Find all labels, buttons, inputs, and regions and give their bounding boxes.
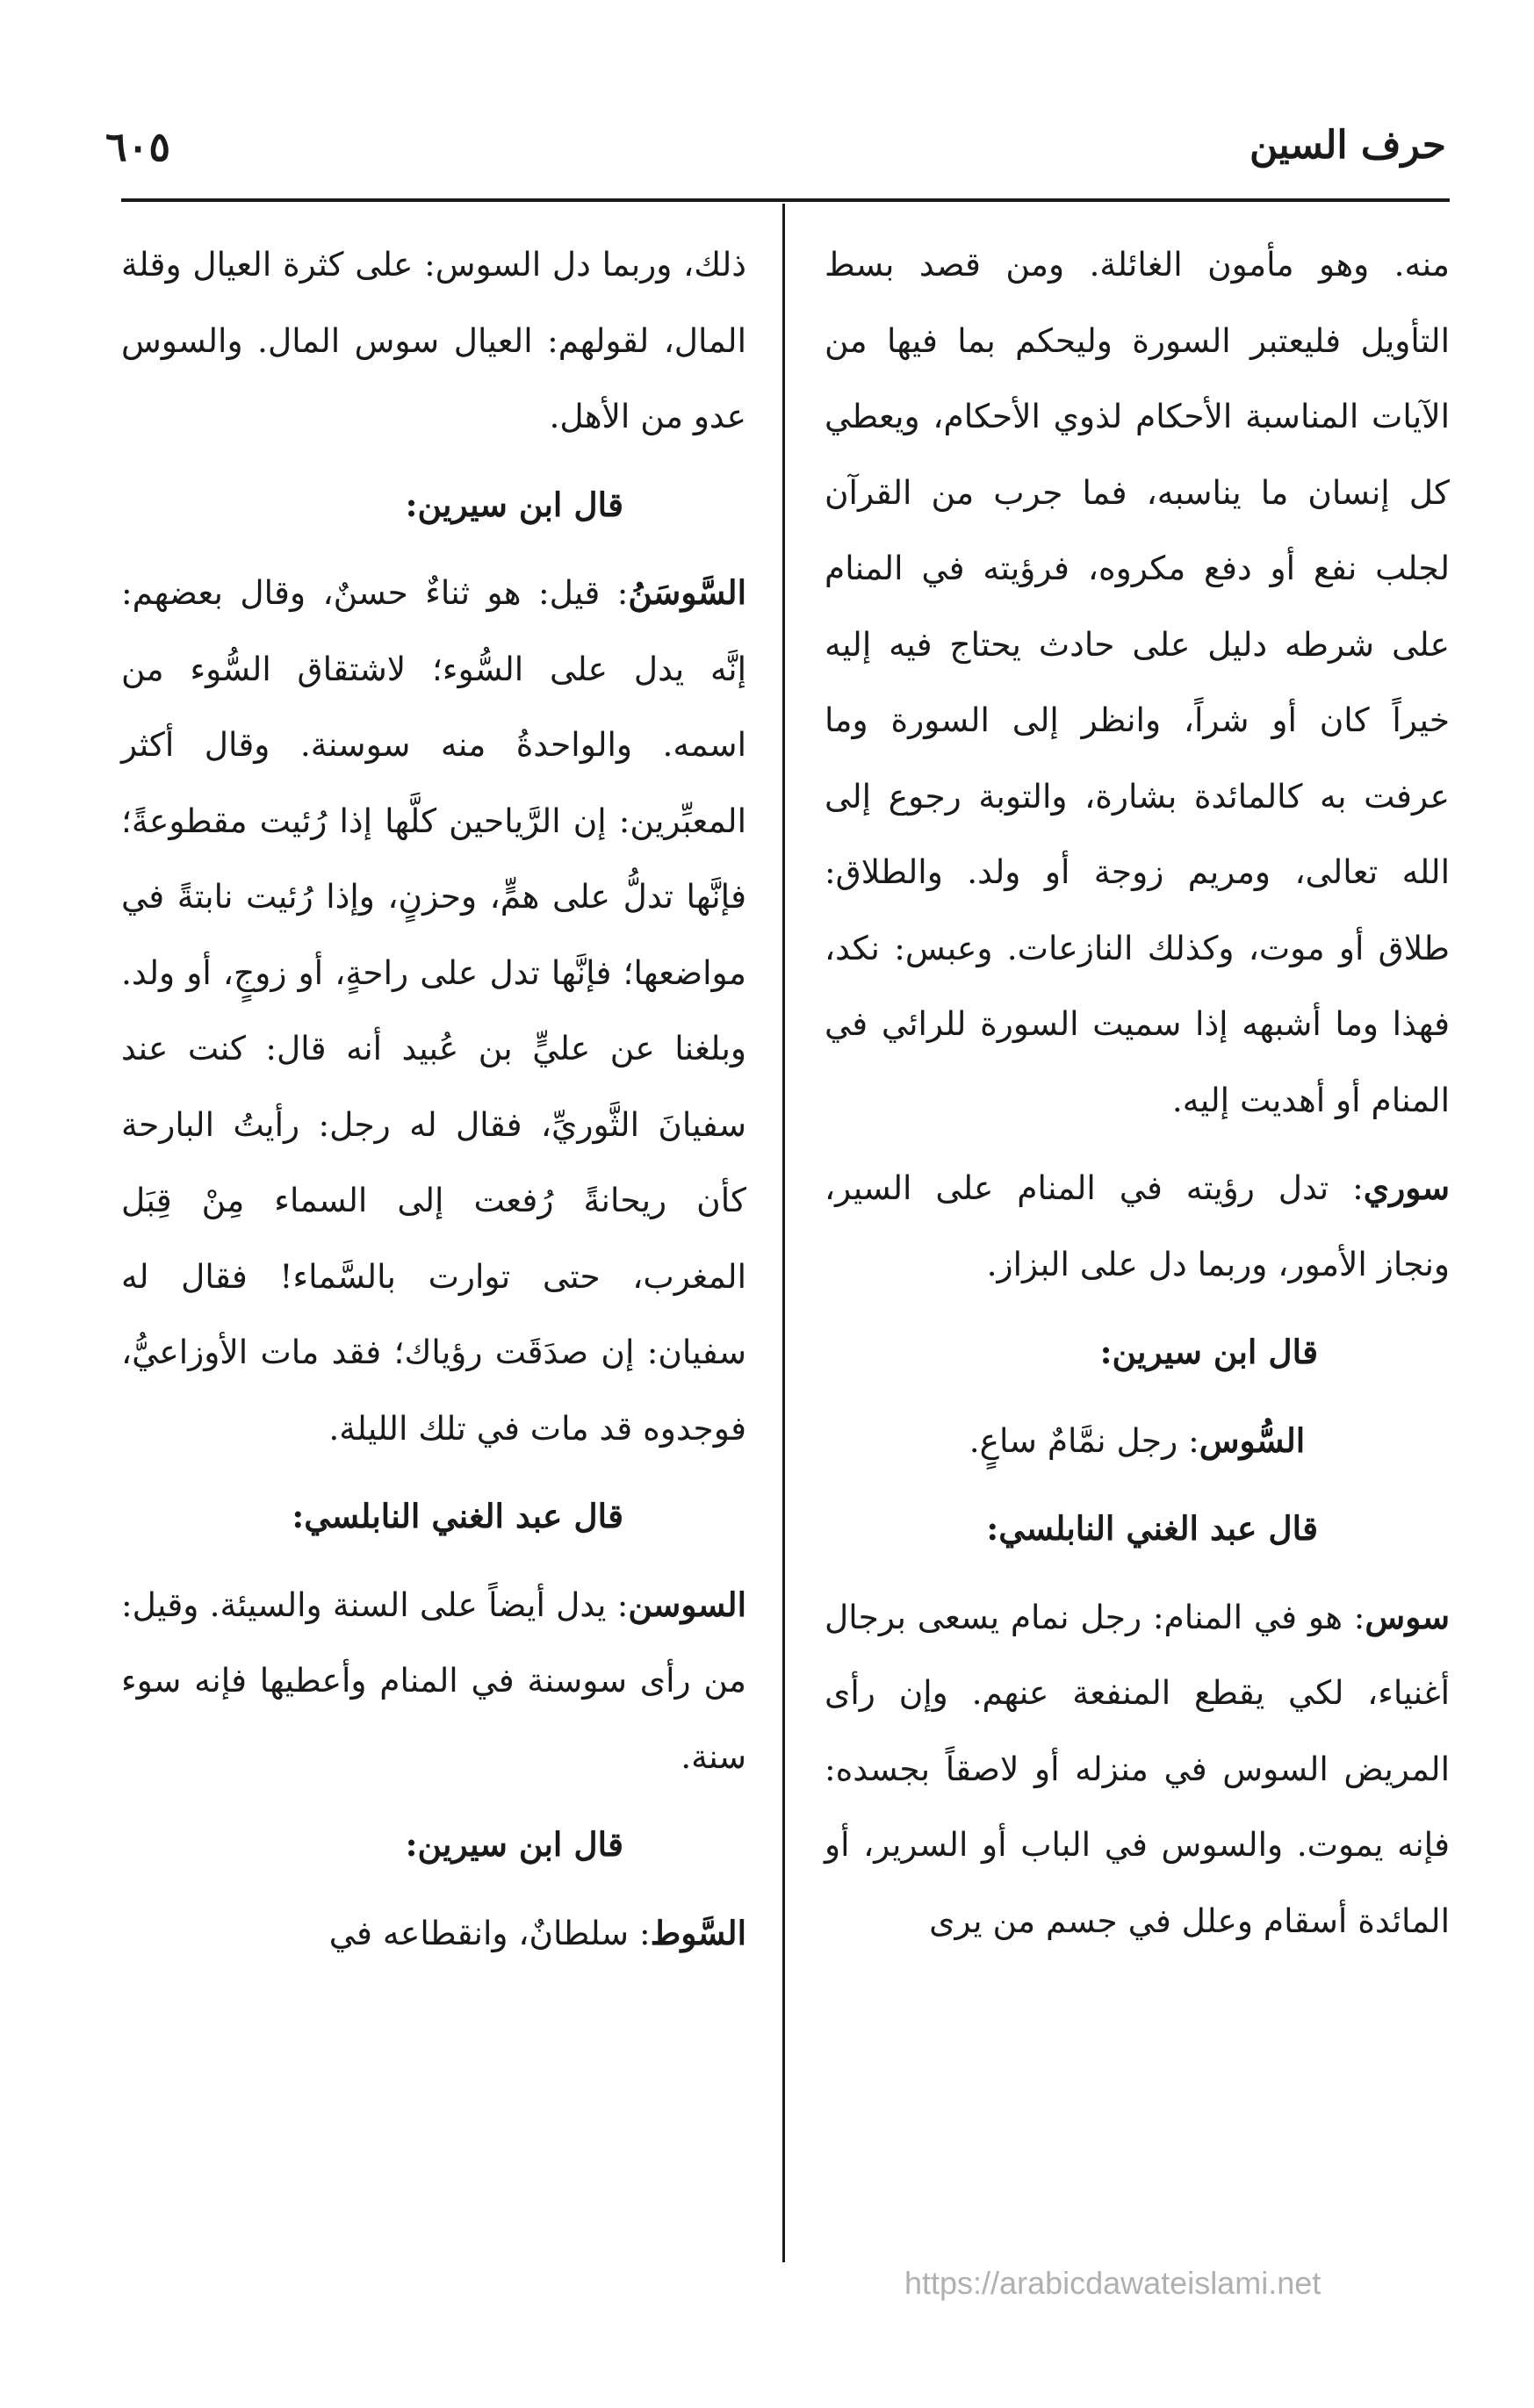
entry-term: السُّوس xyxy=(1199,1420,1306,1460)
left-column xyxy=(121,226,746,1983)
paragraph: ذلك، وربما دل السوس: على كثرة العيال وقلة المال، لقولهم: العيال سوس المال. والسوس عدو من الأهل. xyxy=(121,245,746,435)
right-column xyxy=(825,226,1450,1971)
entry-term: السوسن xyxy=(628,1585,746,1624)
entry-sus-nabulsi xyxy=(825,1579,1450,1959)
entry-text: : تدل رؤيته في المنام على السير، ونجاز الأمور، وربما دل على البزاز. xyxy=(825,1168,1450,1283)
watermark-url: https://arabicdawateislami.net xyxy=(904,2265,1322,2301)
section-heading: قال عبد الغني النابلسي: xyxy=(986,1509,1318,1548)
entry-text: : سلطانٌ، وانقطاعه في xyxy=(328,1913,651,1952)
entry-term: سوري xyxy=(1363,1168,1450,1207)
entry-sawsan xyxy=(121,555,746,1466)
entry-suri xyxy=(825,1150,1450,1302)
section-heading: قال ابن سيرين: xyxy=(405,485,623,524)
running-header-title: حرف السين xyxy=(1249,123,1446,168)
entry-term: السَّوسَنُ xyxy=(628,573,746,612)
section-heading: قال عبد الغني النابلسي: xyxy=(292,1497,623,1535)
entry-sawt xyxy=(121,1895,746,1972)
entry-text: : قيل: هو ثناءٌ حسنٌ، وقال بعضهم: إنَّه يدل على السُّوء؛ لاشتقاق السُّوء من اسمه. والواحدةُ منه سوسنة. وقال أكثر المعبِّرين: إن الرَّياحين كلَّها إذا رُئيت مقطوعةً؛ فإنَّها تدلُّ على همٍّ، وحزنٍ، وإذا رُئيت نابتةً في مواضعها؛ فإنَّها تدل على راحةٍ، أو زوجٍ، أو ولد. وبلغنا عن عليٍّ بن عُبيد أنه قال: كنت عند سفيانَ الثَّوريِّ، فقال له رجل: رأيتُ البارحة كأن ريحانةً رُفعت إلى السماء مِنْ قِبَل المغرب، حتى توارت بالسَّماء! فقال له سفيان: إن صدَقَت رؤياك؛ فقد مات الأوزاعيُّ، فوجدوه قد مات في تلك الليلة. xyxy=(121,573,746,1448)
column-divider xyxy=(782,204,785,2262)
entry-sawsan-nabulsi xyxy=(121,1567,746,1795)
entry-sus xyxy=(825,1403,1450,1479)
section-heading: قال ابن سيرين: xyxy=(405,1825,623,1864)
entry-text: : هو في المنام: رجل نمام يسعى برجال أغنياء، لكي يقطع المنفعة عنهم. وإن رأى المريض السوس في منزله أو لاصقاً بجسده: فإنه يموت. والسوس في الباب أو السرير، أو المائدة أسقام وعلل في جسم من يرى xyxy=(825,1597,1450,1940)
page-number: ٦٠٥ xyxy=(105,123,171,170)
paragraph: منه. وهو مأمون الغائلة. ومن قصد بسط التأويل فليعتبر السورة وليحكم بما فيها من الآيات المناسبة الأحكام لذوي الأحكام، ويعطي كل إنسان ما يناسبه، فما جرب من القرآن لجلب نفع أو دفع مكروه، فرؤيته في المنام على شرطه دليل على حادث يحتاج فيه إليه خيراً كان أو شراً، وانظر إلى السورة وما عرفت به كالمائدة بشارة، والتوبة رجوع إلى الله تعالى، ومريم زوجة أو ولد. والطلاق: طلاق أو موت، وكذلك النازعات. وعبس: نكد، فهذا وما أشبهه إذا سميت السورة للرائي في المنام أو أهديت إليه. xyxy=(825,245,1450,1119)
entry-text: : رجل نمَّامٌ ساعٍ. xyxy=(969,1420,1199,1460)
header-divider xyxy=(121,198,1450,202)
entry-term: السَّوط xyxy=(650,1913,746,1952)
entry-text: : يدل أيضاً على السنة والسيئة. وقيل: من رأى سوسنة في المنام وأعطيها فإنه سوء سنة. xyxy=(121,1585,746,1776)
entry-term: سوس xyxy=(1365,1597,1450,1636)
section-heading: قال ابن سيرين: xyxy=(1099,1333,1318,1371)
